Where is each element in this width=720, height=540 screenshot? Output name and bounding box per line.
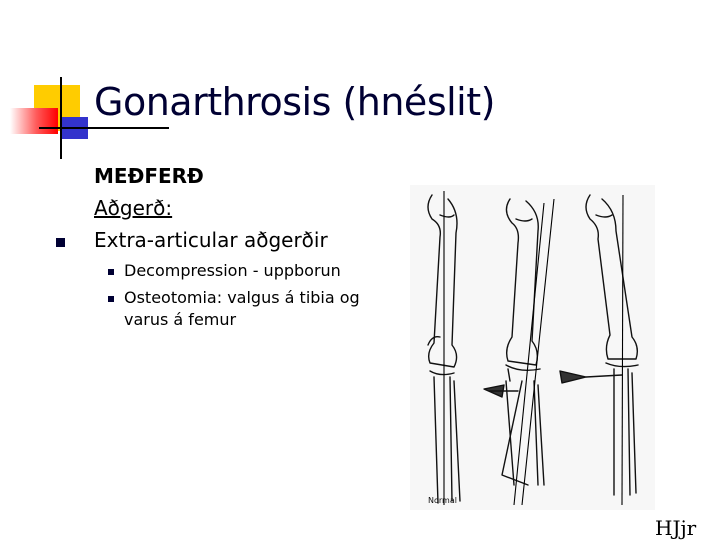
sub-bullet-text: Osteotomia: valgus á tibia og varus á femur <box>124 288 360 329</box>
sub-bullet-square-icon <box>108 296 114 302</box>
figure-label-normal: Normal <box>428 496 457 505</box>
title-ornament-red-bar <box>10 108 58 134</box>
sub-bullet-text: Decompression - uppborun <box>124 261 341 280</box>
section-heading: MEÐFERÐ <box>94 164 204 188</box>
bullet-text: Extra-articular aðgerðir <box>94 228 328 252</box>
femur-osteotomy-leg-drawing <box>560 195 638 495</box>
slide-title: Gonarthrosis (hnéslit) <box>94 80 495 124</box>
mechanical-axis-line <box>522 199 554 505</box>
section-subheading: Aðgerð: <box>94 196 173 220</box>
mechanical-axis-line <box>622 195 623 505</box>
mechanical-axis-line <box>514 203 544 505</box>
tibia-osteotomy-leg-drawing <box>484 199 544 485</box>
author-signature: HJjr <box>655 516 697 540</box>
osteotomy-illustration <box>410 185 655 510</box>
knee-leg-drawing <box>410 185 655 510</box>
sub-bullet-square-icon <box>108 269 114 275</box>
bullet-square-icon <box>56 238 65 247</box>
title-ornament-horizontal-line <box>39 127 169 129</box>
title-ornament-vertical-line <box>60 77 62 159</box>
